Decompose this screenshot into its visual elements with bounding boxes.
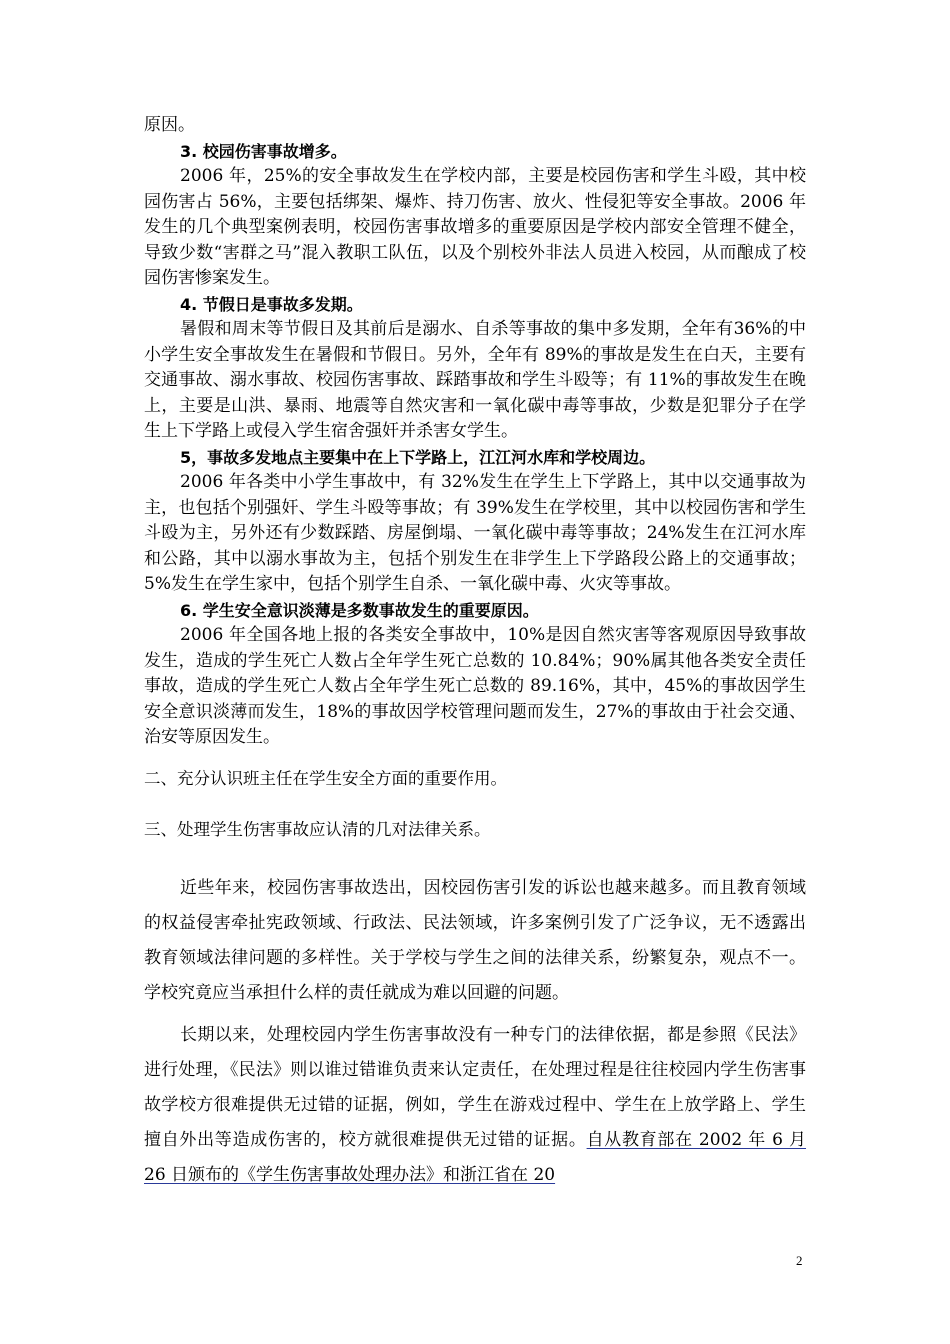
legal-section <box>144 871 806 1193</box>
paragraph <box>144 1018 806 1193</box>
document-body <box>144 113 806 1193</box>
subheading: 3. 校园伤害事故增多。 <box>180 141 347 161</box>
paragraph-text: 长期以来，处理校园内学生伤害事故没有一种专门的法律依据，都是参照《民法》进行处理，《民法》则以谁过错谁负责来认定责任，在处理过程是往往校园内学生伤害事故学校方很难提供无过错的证据，例如，学生在游戏过程中、学生在上放学路上、学生擅自外出等造成伤害的，校方就很难提供无过错的证据。 <box>144 1024 806 1150</box>
paragraph: 暑假和周末等节假日及其前后是溺水、自杀等事故的集中多发期，全年有36%的中小学生安全事故发生在暑假和节假日。另外，全年有 89%的事故是发生在白天，主要有交通事故、溺水事故、校园伤害事故、踩踏事故和学生斗殴等；有 11%的事故发生在晚上，主要是山洪、暴雨、地震等自然灾害和一氧化碳中毒等事故，少数是犯罪分子在学生上下学路上或侵入学生宿舍强奸并杀害女学生。 <box>144 319 806 441</box>
paragraph: 2006 年，25%的安全事故发生在学校内部，主要是校园伤害和学生斗殴，其中校园伤害占 56%，主要包括绑架、爆炸、持刀伤害、放火、性侵犯等安全事故。2006 年发生的几个典型案例表明，校园伤害事故增多的重要原因是学校内部安全管理不健全，导致少数“害群之马”混入教职工队伍，以及个别校外非法人员进入校园，从而酿成了校园伤害惨案发生。 <box>144 166 806 288</box>
section-heading: 二、充分认识班主任在学生安全方面的重要作用。 <box>144 768 507 788</box>
subheading: 4. 节假日是事故多发期。 <box>180 294 363 314</box>
paragraph: 2006 年全国各地上报的各类安全事故中，10%是因自然灾害等客观原因导致事故发生，造成的学生死亡人数占全年学生死亡总数的 10.84%；90%属其他各类安全责任事故，造成的学生死亡人数占全年学生死亡总数的 89.16%，其中，45%的事故因学生安全意识淡薄而发生，18%的事故因学校管理问题而发生，27%的事故由于社会交通、治安等原因发生。 <box>144 625 806 747</box>
statistics-section <box>144 113 806 751</box>
underlined-text: 自从教育部在 2002 年 6 月 26 日颁布的《学生伤害事故处理办法》和浙江省在 20 <box>144 1129 807 1185</box>
paragraph: 原因。 <box>144 115 195 135</box>
paragraph: 2006 年各类中小学生事故中，有 32%发生在学生上下学路上，其中以交通事故为主，也包括个别强奸、学生斗殴等事故；有 39%发生在学校里，其中以校园伤害和学生斗殴为主，另外还有少数踩踏、房屋倒塌、一氧化碳中毒等事故；24%发生在江河水库和公路，其中以溺水事故为主，包括个别发生在非学生上下学路段公路上的交通事故；5%发生在学生家中，包括个别学生自杀、一氧化碳中毒、火灾等事故。 <box>144 472 806 594</box>
subheading: 6. 学生安全意识淡薄是多数事故发生的重要原因。 <box>180 600 539 620</box>
page-number: 2 <box>796 1253 803 1268</box>
subheading: 5，事故多发地点主要集中在上下学路上，江江河水库和学校周边。 <box>180 447 656 467</box>
paragraph: 近些年来，校园伤害事故迭出，因校园伤害引发的诉讼也越来越多。而且教育领域的权益侵害牵扯宪政领域、行政法、民法领域，许多案例引发了广泛争议，无不透露出教育领域法律问题的多样性。关于学校与学生之间的法律关系，纷繁复杂，观点不一。学校究竟应当承担什么样的责任就成为难以回避的问题。 <box>144 877 806 1003</box>
section-heading: 三、处理学生伤害事故应认清的几对法律关系。 <box>144 819 491 839</box>
